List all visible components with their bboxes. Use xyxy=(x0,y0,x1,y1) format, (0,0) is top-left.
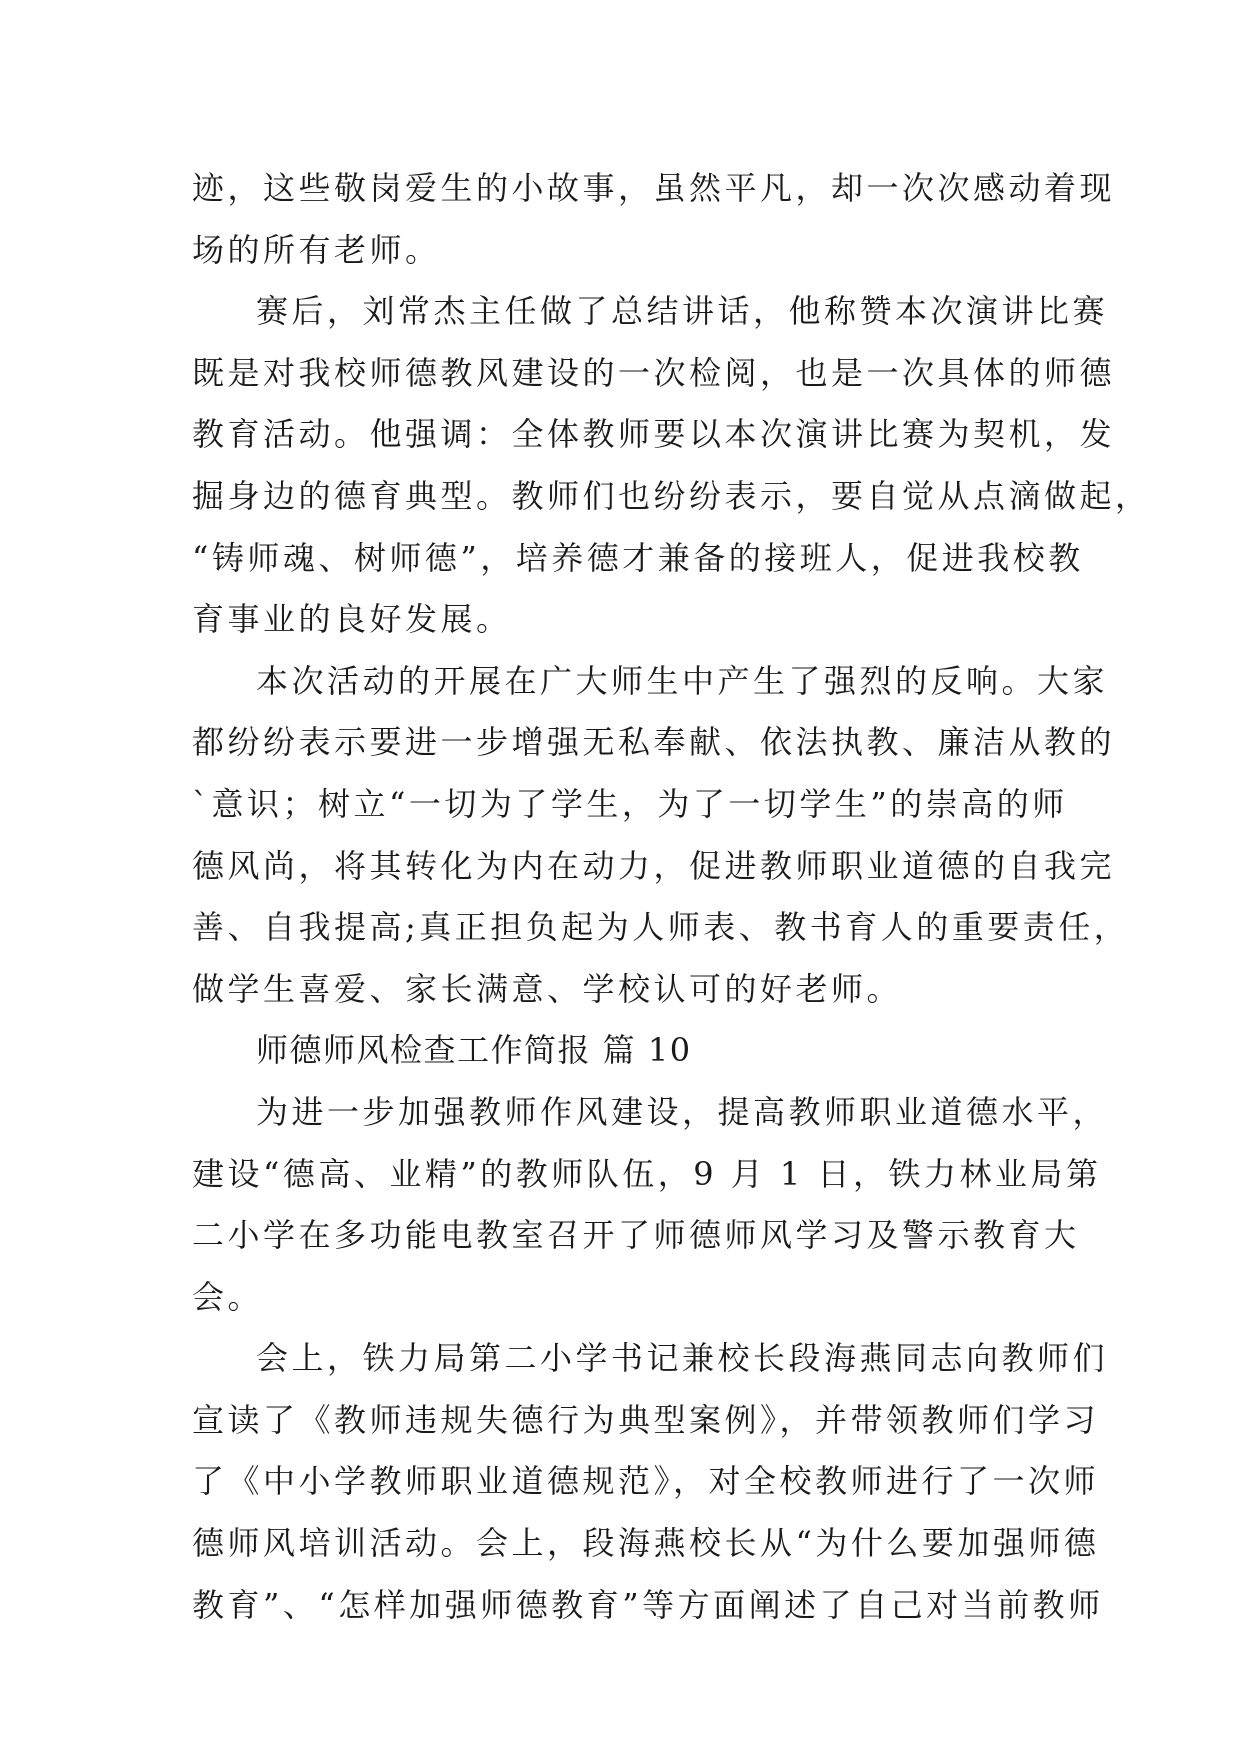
text-line: 德风尚，将其转化为内在动力，促进教师职业道德的自我完 xyxy=(192,846,1116,885)
paragraph-4 xyxy=(192,1082,1109,1328)
text-line: `意识；树立“一切为了学生，为了一切学生”的崇高的师 xyxy=(192,784,1068,823)
paragraph-3 xyxy=(192,651,1130,1021)
paragraph-2 xyxy=(192,281,1151,651)
text-line: 为进一步加强教师作风建设，提高教师职业道德水平， xyxy=(256,1092,1109,1131)
text-line: 掘身边的德育典型。教师们也纷纷表示，要自觉从点滴做起， xyxy=(192,476,1151,515)
document-body xyxy=(192,158,1151,1636)
text-line: 善、自我提高;真正担负起为人师表、教书育人的重要责任， xyxy=(192,908,1130,947)
text-line: 迹，这些敬岗爱生的小故事，虽然平凡，却一次次感动着现 xyxy=(192,169,1116,207)
text-line: 教育活动。他强调：全体教师要以本次演讲比赛为契机，发 xyxy=(192,415,1116,454)
text-line: 德师风培训活动。会上，段海燕校长从“为什么要加强师德 xyxy=(192,1524,1100,1563)
text-line: 做学生喜爱、家长满意、学校认可的好老师。 xyxy=(192,969,903,1008)
text-line: 本次活动的开展在广大师生中产生了强烈的反响。大家 xyxy=(256,661,1109,700)
text-line: 二小学在多功能电教室召开了师德师风学习及警示教育大 xyxy=(192,1216,1080,1255)
text-line: 了《中小学教师职业道德规范》，对全校教师进行了一次师 xyxy=(192,1462,1100,1501)
section-title: 师德师风检查工作简报 篇 10 xyxy=(256,1031,692,1070)
paragraph-5 xyxy=(192,1328,1109,1636)
text-line: 场的所有老师。 xyxy=(192,230,441,269)
text-line: 育事业的良好发展。 xyxy=(192,600,512,639)
text-line: 都纷纷表示要进一步增强无私奉献、依法执教、廉洁从教的 xyxy=(192,723,1116,762)
text-line: “铸师魂、树师德”，培养德才兼备的接班人，促进我校教 xyxy=(192,538,1084,577)
text-line: 教育”、“怎样加强师德教育”等方面阐述了自己对当前教师 xyxy=(192,1585,1104,1624)
text-line: 会上，铁力局第二小学书记兼校长段海燕同志向教师们 xyxy=(256,1339,1109,1378)
text-line: 既是对我校师德教风建设的一次检阅，也是一次具体的师德 xyxy=(192,353,1116,392)
text-line: 宣读了《教师违规失德行为典型案例》，并带领教师们学习 xyxy=(192,1400,1100,1439)
paragraph-1 xyxy=(192,158,1116,281)
text-line: 会。 xyxy=(192,1277,264,1316)
text-line: 赛后，刘常杰主任做了总结讲话，他称赞本次演讲比赛 xyxy=(256,292,1109,331)
section-heading xyxy=(192,1020,1052,1082)
text-line: 建设“德高、业精”的教师队伍，9 月 1 日，铁力林业局第 xyxy=(192,1154,1102,1193)
